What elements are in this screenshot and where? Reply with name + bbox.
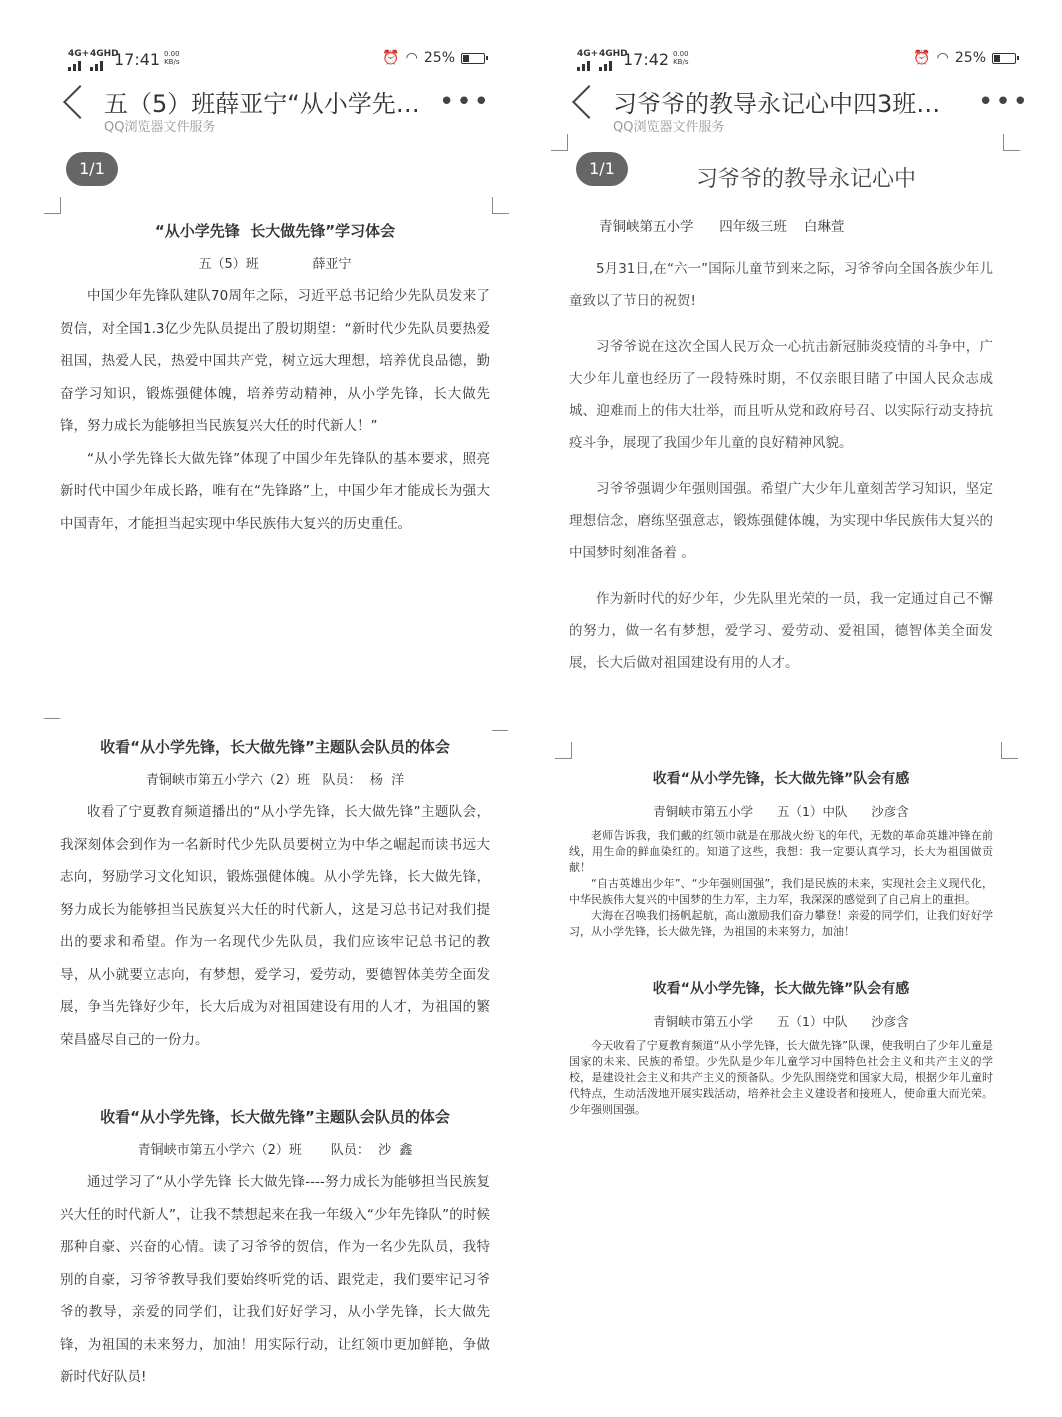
doc-byline: 青铜峡市第五小学六（2）班 队员： 沙 鑫 [137,1143,413,1158]
doc-paragraph: 中国少年先锋队建队70周年之际，习近平总书记给少先队员发来了贺信，对全国1.3亿少先队员提出了殷切期望：“新时代少先队员要热爱祖国，热爱人民，热爱中国共产党，树立远大理想，培养优良品德，勤奋学习知识，锻炼强健体魄，培养劳动精神，从小学先锋，长大做先锋，努力成长为能够担当民族复兴大任的时代新人！” [60,288,490,434]
doc-paragraph: 作为新时代的好少年，少先队里光荣的一员，我一定通过自己不懈的努力，做一名有梦想，爱学习、爱劳动、爱祖国，德智体美全面发展，长大后做对祖国建设有用的人才。 [569,591,993,671]
document-1 [60,220,490,540]
doc-heading: 收看“从小学先锋，长大做先锋”队会有感 [652,981,910,997]
crop-mark [555,742,572,759]
net-speed: 0.00 KB/s [673,50,689,66]
clock: 17:41 [114,50,161,69]
battery-icon [461,53,485,64]
page-indicator: 1/1 [576,152,628,186]
doc-byline: 青铜峡第五小学 四年级三班 白琳萱 [599,219,845,235]
doc-paragraph: “自古英雄出少年”、“少年强则国强”，我们是民族的未来，实现社会主义现代化，中华民族伟大复兴的中国梦的生力军，主力军，我深深的感觉到了自己肩上的重担。 [569,877,993,906]
document-5 [569,768,993,940]
crop-mark [492,197,509,214]
doc-heading: “从小学先锋 长大做先锋”学习体会 [154,222,396,240]
crop-mark [1001,742,1018,759]
doc-paragraph: 习爷爷说在这次全国人民万众一心抗击新冠肺炎疫情的斗争中，广大少年儿童也经历了一段特殊时期，不仅亲眼目睹了中国人民众志成城、迎难而上的伟大壮举，而且听从党和政府号召、以实际行动支持抗疫斗争，展现了我国少年儿童的良好精神风貌。 [569,339,993,451]
alarm-icon: ⏰ [382,50,400,66]
doc-paragraph: 今天收看了宁夏教育频道“从小学先锋，长大做先锋”队课，使我明白了少年儿童是国家的未来、民族的希望。少先队是少年儿童学习中国特色社会主义和共产主义的学校，是建设社会主义和共产主义的预备队。少先队围绕党和国家大局，根据少年儿童时代特点，生动活泼地开展实践活动，培养社会主义建设者和接班人，使命重大而光荣。少年强则国强。 [569,1039,993,1116]
doc-paragraph: 通过学习了“从小学先锋 长大做先锋----努力成长为能够担当民族复兴大任的时代新人”，让我不禁想起来在我一年级入“少年先锋队”的时候那种自豪、兴奋的心情。读了习爷爷的贺信，作为一名少先队员，我特别的自豪，习爷爷教导我们要始终听党的话、跟党走，我们要牢记习爷爷的教导，亲爱的同学们，让我们好好学习，从小学先锋，长大做先锋，为祖国的未来努力，加油！用实际行动，让红领巾更加鲜艳，争做新时代好队员! [60,1174,490,1385]
document-6 [569,978,993,1118]
doc-heading: 收看“从小学先锋，长大做先锋”主题队会队员的体会 [100,1108,450,1126]
doc-paragraph: “从小学先锋长大做先锋”体现了中国少年先锋队的基本要求，照亮新时代中国少年成长路，唯有在“先锋路”上，中国少年才能成长为强大中国青年，才能担当起实现中华民族伟大复兴的历史重任。 [60,450,490,532]
signal-labels: 4G+4GHD [68,49,119,59]
doc-byline: 青铜峡市第五小学 五（1）中队 沙彦含 [653,804,909,819]
clock: 17:42 [623,50,670,69]
document-2 [569,162,993,679]
back-icon[interactable] [572,85,606,119]
screenshot-left [0,0,531,700]
battery-level: 25% [423,50,455,66]
page-title: 习爷爷的教导永记心中四3班… [613,90,941,118]
signal-icon [68,59,110,71]
battery-icon [992,53,1016,64]
crop-mark [551,134,568,151]
doc-paragraph: 大海在召唤我们扬帆起航，高山激励我们奋力攀登！亲爱的同学们，让我们好好学习，从小学先锋，长大做先锋，为祖国的未来努力，加油！ [569,909,993,938]
alarm-icon: ⏰ [913,50,931,66]
signal-labels: 4G+4GHD [577,49,628,59]
title-bar [569,80,1030,136]
doc-byline: 青铜峡市第五小学六（2）班 队员： 杨 洋 [145,773,405,788]
doc-byline: 五（5）班 薛亚宁 [198,257,352,272]
status-bar [577,46,1016,74]
doc-paragraph: 收看了宁夏教育频道播出的“从小学先锋，长大做先锋”主题队会，我深刻体会到作为一名新时代少先队员要树立为中华之崛起而读书远大志向，努励学习文化知识，锻炼强健体魄。从小学先锋，长大做先锋，努力成长为能够担当民族复兴大任的时代新人，这是习总书记对我们提出的要求和希望。作为一名现代少先队员，我们应该牢记总书记的教导，从小就要立志向，有梦想，爱学习，爱劳动，要德智体美劳全面发展，争当先锋好少年，长大后成为对祖国建设有用的人才，为祖国的繁荣昌盛尽自己的一份力。 [60,804,490,1048]
document-panel-left [0,700,531,1417]
wifi-icon: ◠ [405,50,418,66]
status-right [913,50,1016,66]
doc-heading: 习爷爷的教导永记心中 [695,167,916,192]
more-icon[interactable]: ••• [438,87,491,117]
crop-mark [492,730,508,747]
doc-paragraph: 5月31日,在“六一”国际儿童节到来之际，习爷爷向全国各族少年儿童致以了节日的祝贺! [569,261,993,309]
page-title: 五（5）班薛亚宁“从小学先… [104,90,420,118]
net-speed: 0.00 KB/s [164,50,180,66]
doc-paragraph: 老师告诉我，我们戴的红领巾就是在那战火纷飞的年代，无数的革命英雄冲锋在前线，用生命的鲜血染红的。知道了这些，我想：我一定要认真学习，长大为祖国做贡献！ [569,829,993,874]
more-icon[interactable]: ••• [977,87,1030,117]
document-panel-right [531,700,1062,1417]
page-indicator: 1/1 [66,152,118,186]
page-subtitle: QQ浏览器文件服务 [104,120,216,135]
signal-icon [577,59,619,71]
page-subtitle: QQ浏览器文件服务 [613,120,725,135]
crop-mark [1003,134,1020,151]
doc-byline: 青铜峡市第五小学 五（1）中队 沙彦含 [653,1014,909,1029]
status-bar [68,46,485,74]
status-right [382,50,485,66]
back-icon[interactable] [63,85,97,119]
crop-mark [44,718,60,735]
battery-level: 25% [954,50,986,66]
title-bar [60,80,491,136]
wifi-icon: ◠ [936,50,949,66]
crop-mark [44,197,61,214]
document-3 [60,736,490,1056]
doc-heading: 收看“从小学先锋，长大做先锋”主题队会队员的体会 [100,738,450,756]
screenshot-right [531,0,1062,700]
doc-heading: 收看“从小学先锋，长大做先锋”队会有感 [652,771,910,787]
document-4 [60,1106,490,1385]
doc-paragraph: 习爷爷强调少年强则国强。希望广大少年儿童刻苦学习知识，坚定理想信念，磨练坚强意志，锻炼强健体魄，为实现中华民族伟大复兴的中国梦时刻准备着 。 [569,481,993,561]
